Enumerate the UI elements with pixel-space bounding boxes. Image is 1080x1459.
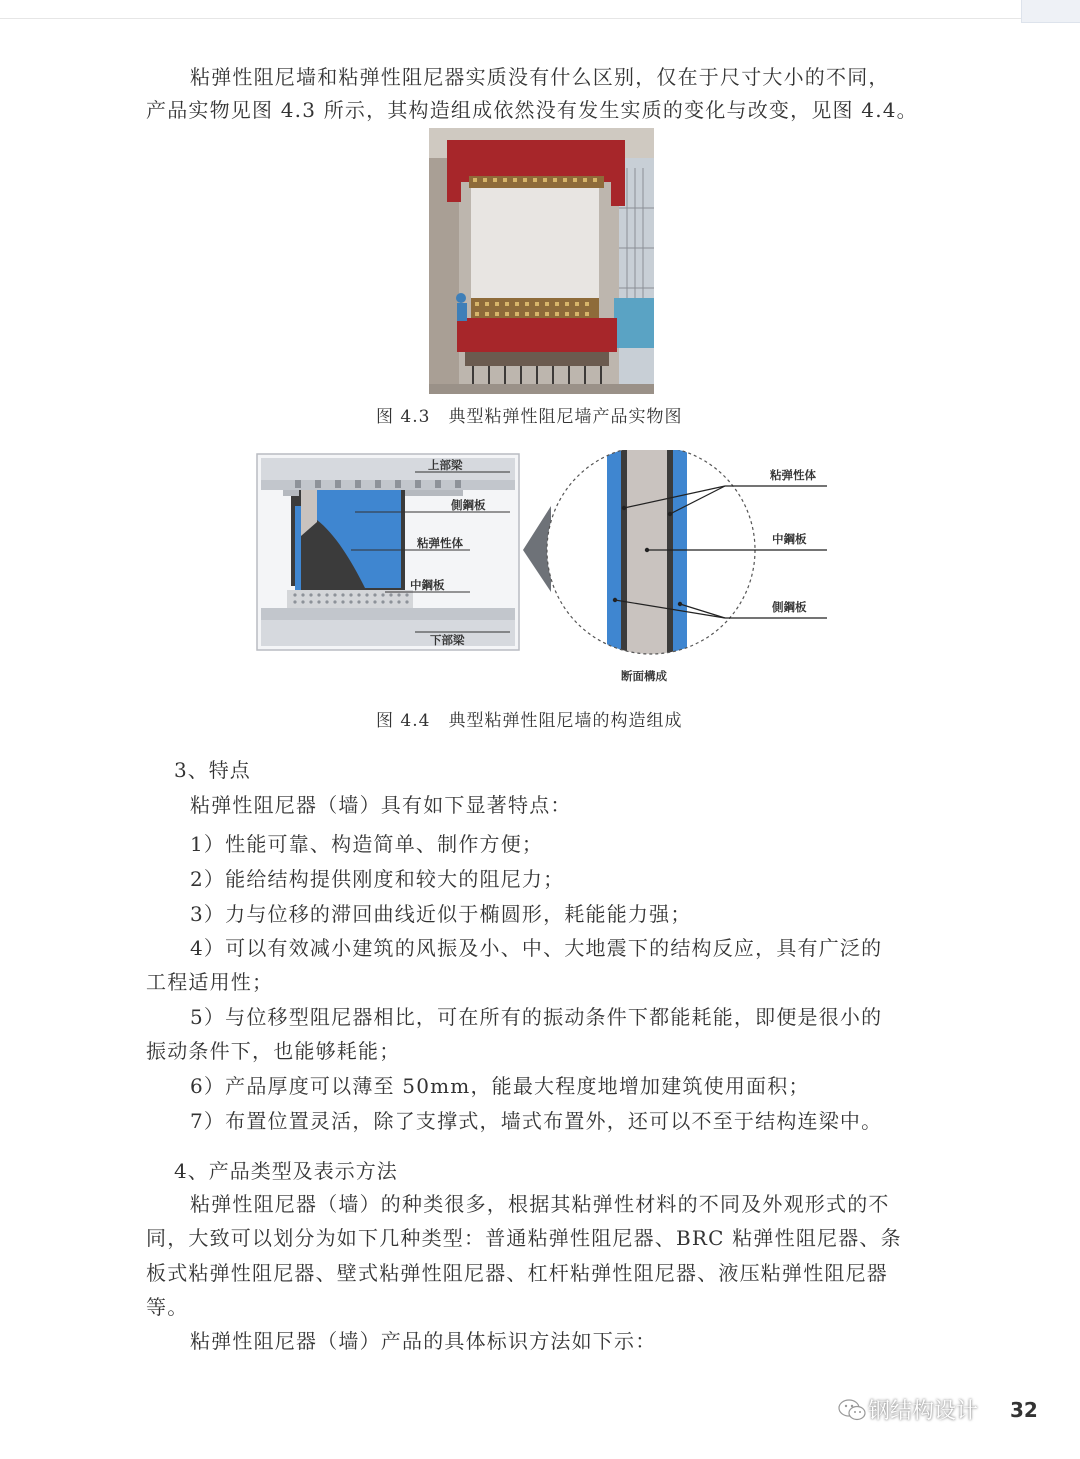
list-item: 振动条件下，也能够耗能； bbox=[146, 1039, 401, 1063]
label-lower-beam: 下部梁 bbox=[430, 633, 465, 647]
label-viscoelastic: 粘弹性体 bbox=[417, 536, 463, 550]
list-item: 3）力与位移的滞回曲线近似于椭圆形，耗能能力强； bbox=[190, 902, 692, 926]
label-upper-beam: 上部梁 bbox=[428, 458, 463, 472]
list-item: 6）产品厚度可以薄至 50mm，能最大程度地增加建筑使用面积； bbox=[190, 1074, 810, 1098]
paragraph-line: 粘弹性阻尼器（墙）的种类很多，根据其粘弹性材料的不同及外观形式的不 bbox=[190, 1192, 890, 1216]
paragraph-line: 产品实物见图 4.3 所示，其构造组成依然没有发生实质的变化与改变，见图 4.4。 bbox=[146, 98, 918, 122]
paragraph-line: 粘弹性阻尼墙和粘弹性阻尼器实质没有什么区别，仅在于尺寸大小的不同， bbox=[190, 65, 890, 89]
list-item: 5）与位移型阻尼器相比，可在所有的振动条件下都能耗能，即便是很小的 bbox=[190, 1005, 883, 1029]
watermark-brand: 钢结构设计 bbox=[868, 1399, 979, 1424]
label-side-plate: 側鋼板 bbox=[451, 498, 486, 512]
list-item: 7）布置位置灵活，除了支撑式，墙式布置外，还可以不至于结构连梁中。 bbox=[190, 1109, 883, 1133]
wechat-icon bbox=[838, 1398, 866, 1422]
label-middle-plate: 中鋼板 bbox=[410, 578, 445, 592]
figure-caption: 图 4.3 典型粘弹性阻尼墙产品实物图 bbox=[376, 407, 683, 427]
label-side-plate-section: 側鋼板 bbox=[772, 600, 807, 614]
paragraph-line: 同，大致可以划分为如下几种类型：普通粘弹性阻尼器、BRC 粘弹性阻尼器、条 bbox=[146, 1226, 902, 1250]
paragraph-line: 粘弹性阻尼器（墙）具有如下显著特点： bbox=[190, 793, 572, 817]
label-section-composition: 断面構成 bbox=[621, 669, 667, 683]
label-middle-plate-section: 中鋼板 bbox=[772, 532, 807, 546]
list-item: 4）可以有效减小建筑的风振及小、中、大地震下的结构反应，具有广泛的 bbox=[190, 936, 883, 960]
list-item: 1）性能可靠、构造简单、制作方便； bbox=[190, 832, 544, 856]
paragraph-line: 板式粘弹性阻尼器、壁式粘弹性阻尼器、杠杆粘弹性阻尼器、液压粘弹性阻尼器 bbox=[146, 1261, 888, 1285]
paragraph-line: 粘弹性阻尼器（墙）产品的具体标识方法如下示： bbox=[190, 1329, 657, 1353]
page-number: 32 bbox=[1010, 1398, 1038, 1422]
paragraph-line: 等。 bbox=[146, 1295, 189, 1319]
top-bar bbox=[0, 0, 1080, 19]
figure-4-4-diagram bbox=[255, 450, 835, 690]
figure-4-3-photo bbox=[429, 128, 654, 394]
section-heading: 4、产品类型及表示方法 bbox=[174, 1159, 398, 1183]
label-viscoelastic-section: 粘弹性体 bbox=[770, 468, 816, 482]
figure-caption: 图 4.4 典型粘弹性阻尼墙的构造组成 bbox=[376, 711, 683, 731]
list-item: 2）能给结构提供刚度和较大的阻尼力； bbox=[190, 867, 565, 891]
corner-box bbox=[1021, 0, 1080, 23]
list-item: 工程适用性； bbox=[146, 970, 274, 994]
section-heading: 3、特点 bbox=[174, 758, 251, 782]
